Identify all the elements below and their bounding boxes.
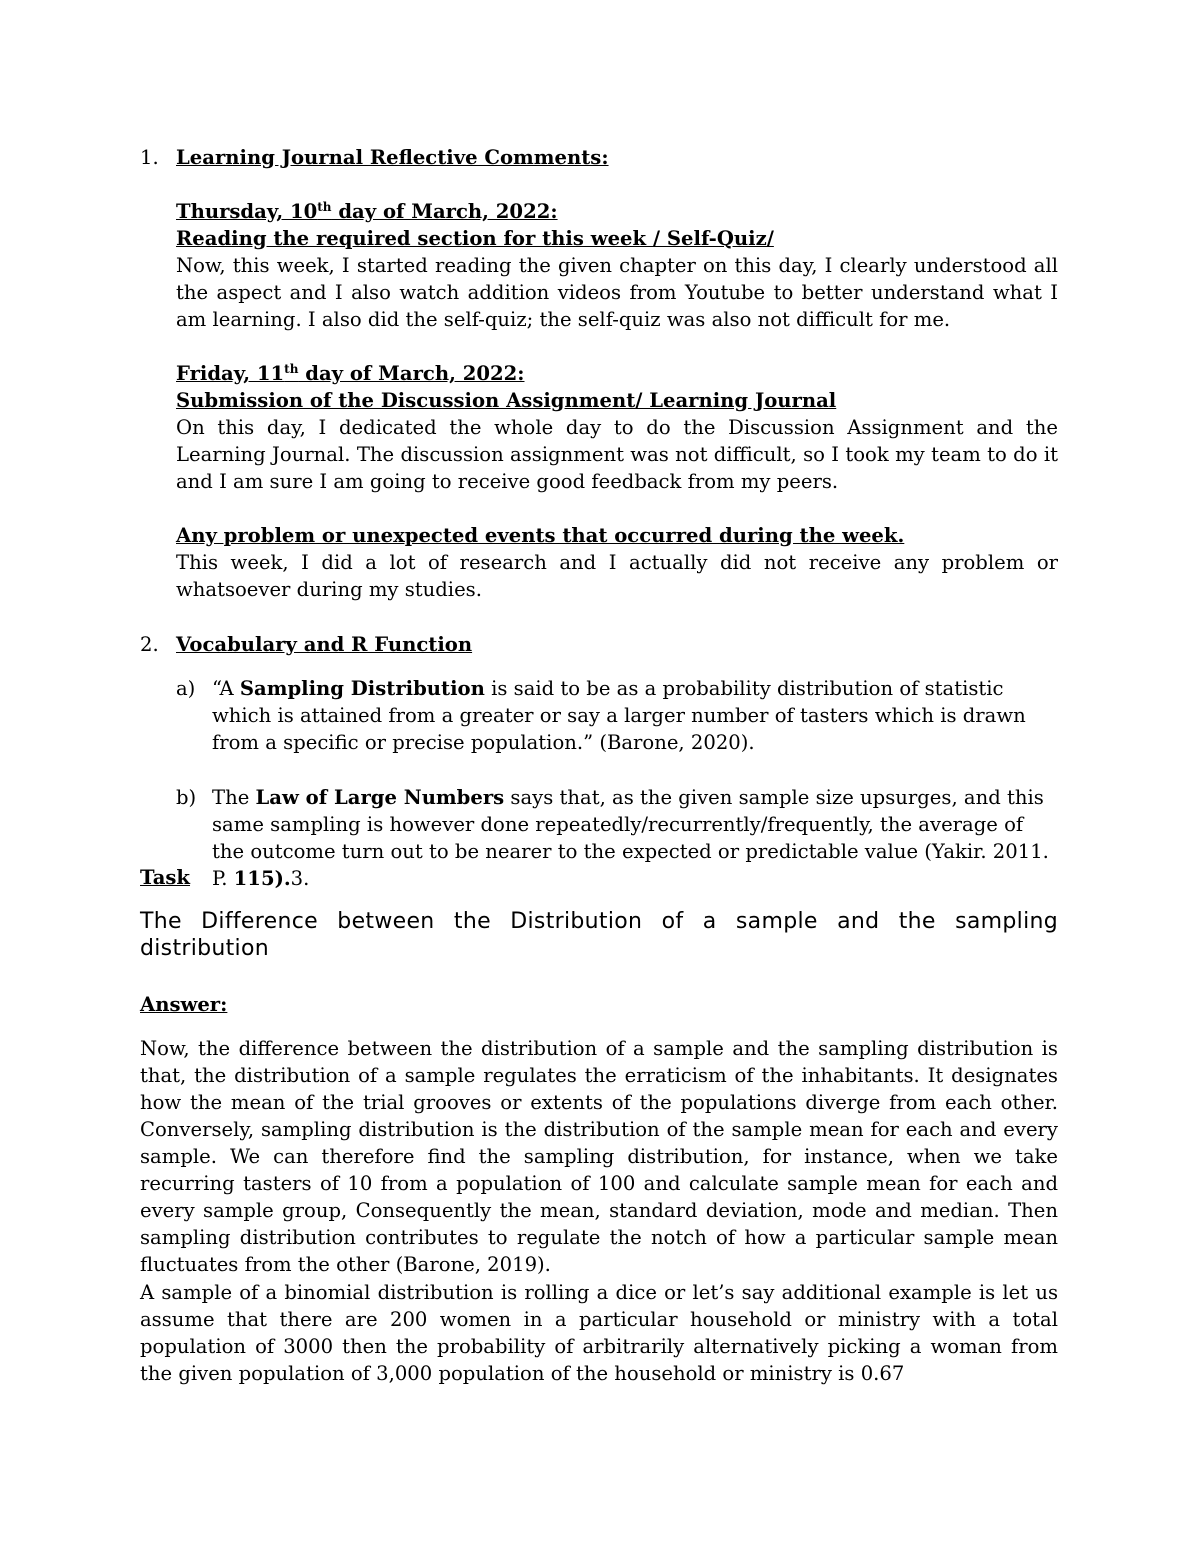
thursday-heading-sup: th	[317, 200, 332, 214]
section-2-number: 2.	[140, 633, 159, 656]
friday-heading	[176, 360, 524, 387]
item-a-pre: “A	[212, 677, 240, 700]
item-a-post: is said to be as a probability distribution of statistic which is attained from a greater or say a larger number of tasters which is drawn from a specific or precise population.” (Barone, 2020).	[212, 677, 1026, 754]
thursday-heading	[176, 198, 558, 225]
term-law-of-large-numbers: Law of Large Numbers	[255, 786, 505, 809]
thursday-heading-post: day of March, 2022:	[331, 200, 558, 223]
item-b-page-ref: 115).	[233, 867, 291, 890]
item-a-label: a)	[176, 677, 196, 700]
section-1-title: Learning Journal Reflective Comments:	[176, 146, 609, 169]
term-sampling-distribution: Sampling Distribution	[239, 677, 485, 700]
thursday-body: Now, this week, I started reading the given chapter on this day, I clearly understood all the aspect and I also watch addition videos from Youtube to better understand what I am learning. I also did the self-quiz; the self-quiz was also not difficult for me.	[176, 254, 1058, 331]
problems-body: This week, I did a lot of research and I actually did not receive any problem or whatsoever during my studies.	[176, 551, 1058, 601]
friday-heading-post: day of March, 2022:	[298, 362, 525, 385]
problems-heading: Any problem or unexpected events that occurred during the week.	[176, 524, 905, 547]
friday-heading-pre: Friday, 11	[176, 362, 285, 385]
answer-label: Answer:	[140, 993, 228, 1016]
item-a-text	[212, 675, 1058, 756]
thursday-subheading: Reading the required section for this week / Self-Quiz/	[176, 227, 774, 250]
answer-paragraph-1: Now, the difference between the distribution of a sample and the sampling distribution is that, the distribution of a sample regulates the erraticism of the inhabitants. It designates how the mean of the trial grooves or extents of the populations diverge from each other. Conversely, sampling distribution is the distribution of the sample mean for each and every sample. We can therefore find the sampling distribution, for instance, when we take recurring tasters of 10 from a population of 100 and calculate sample mean for each and every sample group, Consequently the mean, standard deviation, mode and median. Then sampling distribution contributes to regulate the notch of how a particular sample mean fluctuates from the other (Barone, 2019).	[140, 1037, 1058, 1276]
item-b-post: says that, as the given sample size upsurges, and this same sampling is however done repeatedly/recurrently/frequently, the average of the outcome turn out to be nearer to the expected or predictable value (Yakir. 2011. P.	[212, 786, 1049, 890]
thursday-heading-pre: Thursday, 10	[176, 200, 318, 223]
answer-paragraph-2: A sample of a binomial distribution is rolling a dice or let’s say additional example is let us assume that there are 200 women in a particular household or ministry with a total population of 3000 then the probability of arbitrarily alternatively picking a woman from the given population of 3,000 population of the household or ministry is 0.67	[140, 1281, 1058, 1385]
item-b-tail: 3.	[290, 867, 310, 890]
friday-heading-sup: th	[284, 362, 299, 376]
friday-subheading: Submission of the Discussion Assignment/ Learning Journal	[176, 389, 837, 412]
section-1-number: 1.	[140, 146, 159, 169]
task-label: Task	[140, 866, 191, 889]
friday-body: On this day, I dedicated the whole day to do the Discussion Assignment and the Learning Journal. The discussion assignment was not difficult, so I took my team to do it and I am sure I am going to receive good feedback from my peers.	[176, 416, 1058, 493]
item-b-text	[212, 784, 1058, 892]
item-b-label: b)	[176, 786, 197, 809]
task-heading: The Difference between the Distribution of a sample and the sampling distribution	[140, 909, 1058, 961]
item-b-pre: The	[212, 786, 256, 809]
section-2-title: Vocabulary and R Function	[176, 633, 473, 656]
